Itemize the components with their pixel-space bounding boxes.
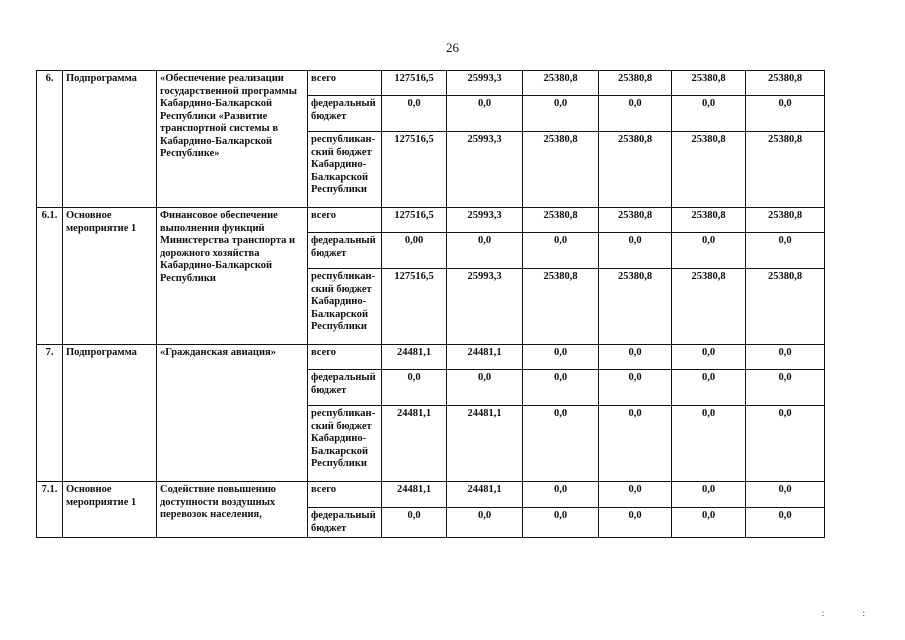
funding-value: 25380,8	[523, 269, 599, 345]
funding-value: 0,0	[746, 508, 825, 538]
funding-value: 0,0	[599, 508, 672, 538]
table-row	[37, 345, 825, 370]
funding-value: 25380,8	[672, 208, 746, 233]
table-row	[37, 482, 825, 508]
funding-value: 127516,5	[382, 269, 447, 345]
funding-value: 0,0	[599, 233, 672, 269]
funding-value: 25380,8	[523, 132, 599, 208]
row-number: 6.1.	[37, 208, 63, 345]
program-name: «Обеспечение реализации государственной программы Кабардино-Балкарской Республики «Развитие транспортной системы в Кабардино-Балкарской Республике»	[157, 71, 308, 208]
funding-source: всего	[308, 482, 382, 508]
program-name: «Гражданская авиация»	[157, 345, 308, 482]
program-status: Подпрограмма	[63, 71, 157, 208]
funding-value: 0,0	[523, 345, 599, 370]
funding-value: 0,0	[746, 96, 825, 132]
funding-value: 25380,8	[599, 132, 672, 208]
program-name: Содействие повышению доступности воздушных перевозок населения,	[157, 482, 308, 538]
funding-value: 0,0	[523, 370, 599, 406]
funding-value: 0,0	[523, 482, 599, 508]
funding-value: 0,0	[672, 406, 746, 482]
funding-value: 127516,5	[382, 208, 447, 233]
funding-value: 25380,8	[672, 132, 746, 208]
row-number: 7.	[37, 345, 63, 482]
funding-source: федеральный бюджет	[308, 96, 382, 132]
funding-value: 0,0	[672, 508, 746, 538]
funding-value: 25380,8	[672, 269, 746, 345]
funding-source: федеральный бюджет	[308, 233, 382, 269]
funding-value: 0,0	[523, 96, 599, 132]
funding-value: 0,0	[599, 370, 672, 406]
funding-value: 25380,8	[746, 269, 825, 345]
funding-value: 0,0	[382, 96, 447, 132]
funding-source: федеральный бюджет	[308, 370, 382, 406]
budget-table	[36, 70, 825, 538]
funding-value: 0,0	[746, 233, 825, 269]
scan-artifact: : :	[821, 608, 883, 618]
funding-value: 0,0	[447, 96, 523, 132]
funding-value: 0,0	[746, 370, 825, 406]
program-status: Подпрограмма	[63, 345, 157, 482]
funding-value: 25380,8	[523, 208, 599, 233]
funding-source: республикан-ский бюджет Кабардино-Балкарской Республики	[308, 132, 382, 208]
funding-value: 0,0	[672, 233, 746, 269]
funding-value: 0,0	[672, 482, 746, 508]
funding-value: 0,0	[599, 345, 672, 370]
funding-value: 0,0	[599, 96, 672, 132]
funding-source: республикан-ский бюджет Кабардино-Балкарской Республики	[308, 406, 382, 482]
funding-value: 0,0	[746, 345, 825, 370]
funding-value: 0,0	[447, 370, 523, 406]
funding-value: 0,0	[672, 96, 746, 132]
funding-value: 0,0	[599, 482, 672, 508]
funding-value: 0,0	[746, 406, 825, 482]
funding-value: 24481,1	[382, 406, 447, 482]
funding-value: 25380,8	[523, 71, 599, 96]
funding-value: 25380,8	[599, 269, 672, 345]
funding-value: 0,0	[447, 508, 523, 538]
funding-value: 25993,3	[447, 71, 523, 96]
row-number: 7.1.	[37, 482, 63, 538]
row-number: 6.	[37, 71, 63, 208]
funding-value: 25993,3	[447, 269, 523, 345]
funding-value: 24481,1	[382, 345, 447, 370]
funding-value: 0,0	[523, 508, 599, 538]
funding-value: 0,0	[672, 370, 746, 406]
funding-source: республикан-ский бюджет Кабардино-Балкарской Республики	[308, 269, 382, 345]
funding-value: 0,00	[382, 233, 447, 269]
funding-source: всего	[308, 71, 382, 96]
table-row	[37, 208, 825, 233]
funding-value: 24481,1	[382, 482, 447, 508]
page-number: 26	[446, 40, 459, 55]
funding-source: всего	[308, 345, 382, 370]
funding-value: 24481,1	[447, 345, 523, 370]
funding-value: 25993,3	[447, 132, 523, 208]
funding-value: 25993,3	[447, 208, 523, 233]
funding-value: 25380,8	[746, 132, 825, 208]
funding-value: 24481,1	[447, 406, 523, 482]
funding-value: 25380,8	[599, 71, 672, 96]
funding-value: 0,0	[523, 406, 599, 482]
funding-value: 0,0	[523, 233, 599, 269]
funding-value: 24481,1	[447, 482, 523, 508]
funding-value: 0,0	[599, 406, 672, 482]
table-row	[37, 71, 825, 96]
funding-value: 0,0	[746, 482, 825, 508]
funding-source: всего	[308, 208, 382, 233]
funding-value: 0,0	[382, 370, 447, 406]
program-name: Финансовое обеспечение выполнения функций Министерства транспорта и дорожного хозяйства Кабардино-Балкарской Республики	[157, 208, 308, 345]
funding-value: 25380,8	[672, 71, 746, 96]
funding-value: 127516,5	[382, 71, 447, 96]
funding-value: 0,0	[447, 233, 523, 269]
funding-value: 0,0	[382, 508, 447, 538]
funding-value: 25380,8	[746, 71, 825, 96]
funding-value: 127516,5	[382, 132, 447, 208]
funding-value: 0,0	[672, 345, 746, 370]
program-status: Основное мероприятие 1	[63, 208, 157, 345]
funding-source: федеральный бюджет	[308, 508, 382, 538]
funding-value: 25380,8	[746, 208, 825, 233]
program-status: Основное мероприятие 1	[63, 482, 157, 538]
funding-value: 25380,8	[599, 208, 672, 233]
